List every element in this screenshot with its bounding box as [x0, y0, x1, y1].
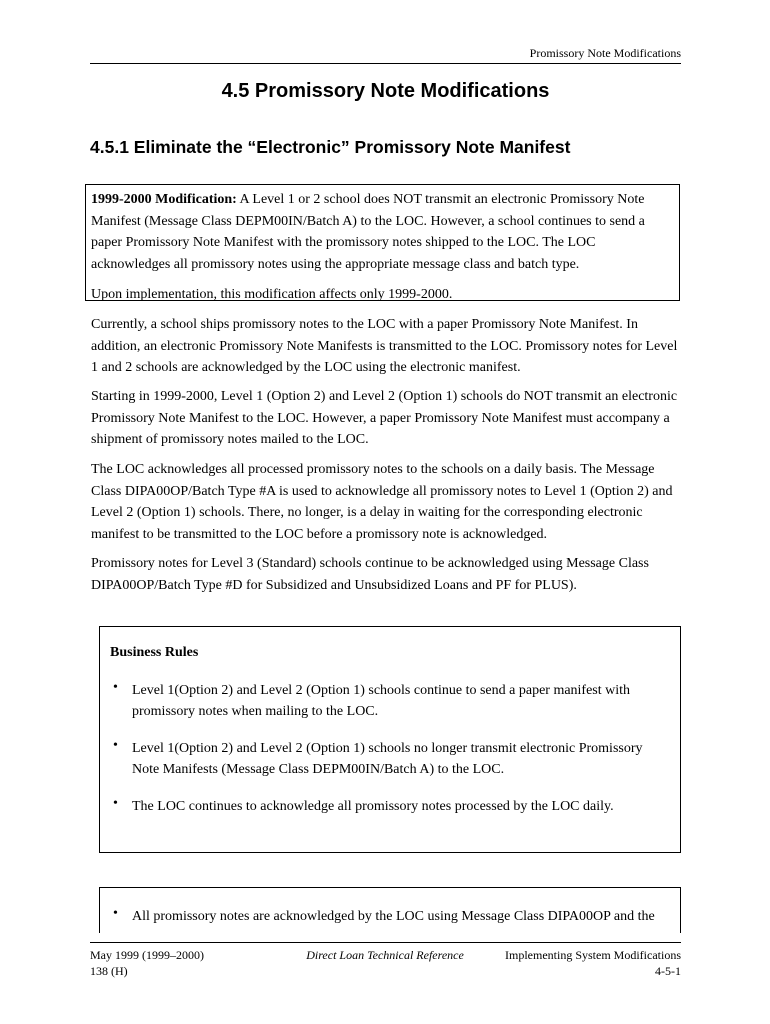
business-rule-item: Level 1(Option 2) and Level 2 (Option 1) schools no longer transmit electronic Promissory Note Manifests (Message Class DEPM00IN/Batch A) to the LOC.	[132, 741, 643, 777]
header-rule	[90, 63, 681, 64]
running-header: Promissory Note Modifications	[529, 46, 681, 60]
business-rules-title: Business Rules	[110, 645, 199, 660]
bullet-icon: •	[113, 738, 118, 753]
paragraph-acknowledges: The LOC acknowledges all processed promissory notes to the schools on a daily basis. The Message Class DIPA00OP/Batch Type #A is used to acknowledge all promissory notes to Level 1 (Option 2) and Level 2 (Option 1) schools. There, no longer, is a delay in waiting for the corresponding electronic manifest to be transmitted to the LOC before a promissory note is acknowledged.	[91, 462, 673, 542]
subsection-title: 4.5.1 Eliminate the “Electronic” Promissory Note Manifest	[90, 137, 571, 157]
modification-body: A Level 1 or 2 school does NOT transmit an electronic Promissory Note Manifest (Message Class DEPM00IN/Batch A) to the LOC. However, a school continues to send a paper Promissory Note Manifest with the promissory notes shipped to the LOC. The LOC acknowledges all promissory notes using the appropriate message class and batch type.	[91, 192, 645, 272]
footer-rule	[90, 942, 681, 943]
modification-note: Upon implementation, this modification affects only 1999-2000.	[91, 287, 453, 302]
bullet-icon: •	[113, 906, 118, 921]
bullet-icon: •	[113, 796, 118, 811]
paragraph-current: Currently, a school ships promissory notes to the LOC with a paper Promissory Note Manifest. In addition, an electronic Promissory Note Manifests is transmitted to the LOC. Promissory notes for Level 1 and 2 schools are acknowledged by the LOC using the electronic manifest.	[91, 317, 678, 375]
paragraph-level3: Promissory notes for Level 3 (Standard) schools continue to be acknowledged using Message Class DIPA00OP/Batch Type #D for Subsidized and Unsubsidized Loans and PF for PLUS).	[91, 556, 649, 593]
bullet-icon: •	[113, 680, 118, 695]
footer-date: May 1999 (1999–2000)	[90, 948, 204, 962]
section-title: 4.5 Promissory Note Modifications	[221, 80, 550, 102]
footer-doc-number: 138 (H)	[90, 964, 128, 978]
continued-rule-item: All promissory notes are acknowledged by the LOC using Message Class DIPA00OP and the	[132, 909, 655, 924]
modification-text	[91, 189, 678, 275]
modification-label: 1999-2000 Modification:	[91, 192, 237, 207]
business-rule-item: The LOC continues to acknowledge all promissory notes processed by the LOC daily.	[132, 799, 614, 814]
paragraph-starting: Starting in 1999-2000, Level 1 (Option 2) and Level 2 (Option 1) schools do NOT transmit an electronic Promissory Note Manifest to the LOC. However, a paper Promissory Note Manifest must accompany a shipment of promissory notes mailed to the LOC.	[91, 389, 678, 447]
footer-center-title: Direct Loan Technical Reference	[306, 948, 464, 962]
footer-page-number: 4-5-1	[655, 964, 681, 978]
business-rule-item: Level 1(Option 2) and Level 2 (Option 1) schools continue to send a paper manifest with promissory notes when mailing to the LOC.	[132, 683, 631, 719]
footer-right-title: Implementing System Modifications	[505, 948, 681, 962]
